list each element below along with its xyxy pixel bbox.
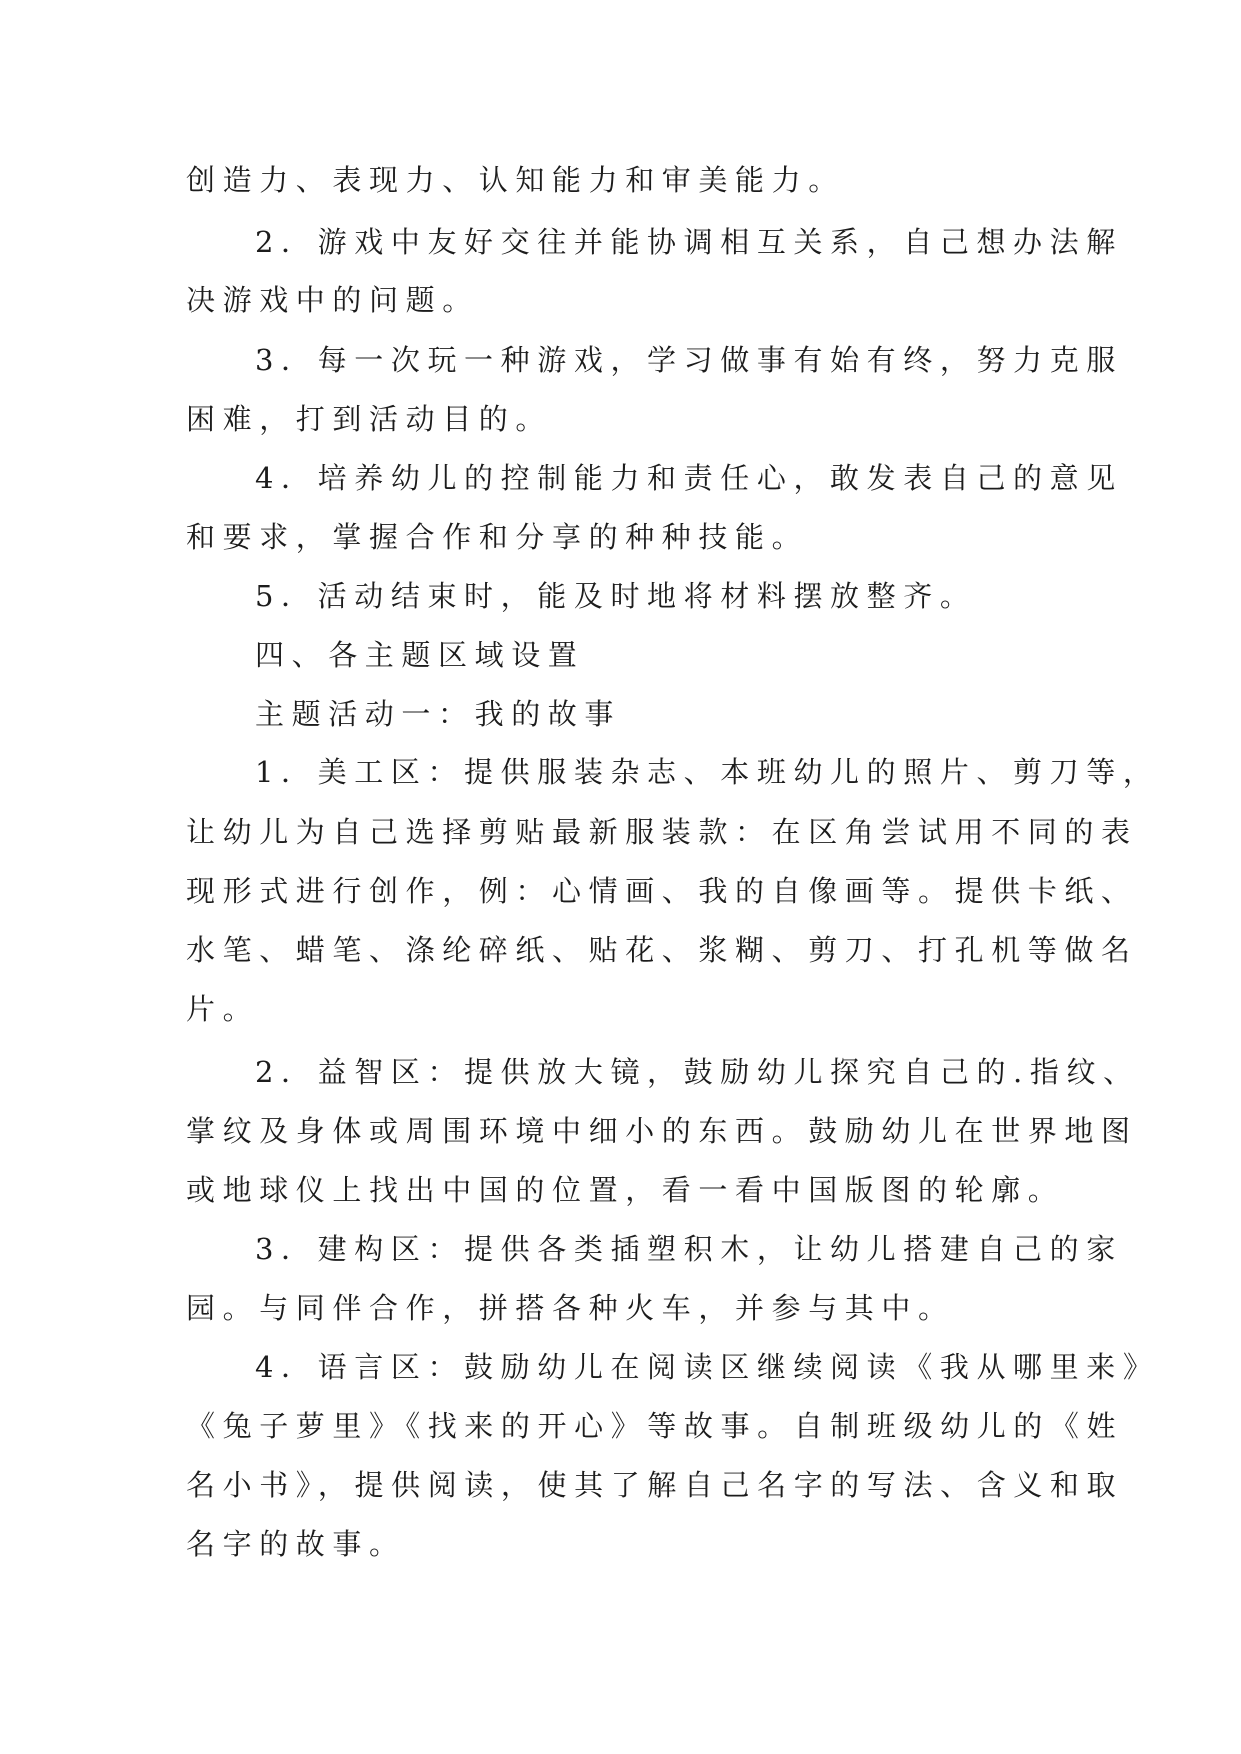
text-line: 现形式进行创作，例：心情画、我的自像画等。提供卡纸、 xyxy=(186,874,1138,908)
text-line: 3．建构区：提供各类插塑积木，让幼儿搭建自己的家 xyxy=(255,1232,1123,1266)
text-line: 名小书》，提供阅读，使其了解自己名字的写法、含义和取 xyxy=(186,1468,1124,1502)
text-line: 园。与同伴合作，拼搭各种火车，并参与其中。 xyxy=(186,1291,955,1325)
text-line: 2．益智区：提供放大镜，鼓励幼儿探究自己的.指纹、 xyxy=(255,1055,1140,1089)
text-line: 4．培养幼儿的控制能力和责任心，敢发表自己的意见 xyxy=(255,461,1123,495)
text-line: 片。 xyxy=(186,992,260,1026)
text-line: 掌纹及身体或周围环境中细小的东西。鼓励幼儿在世界地图 xyxy=(186,1114,1138,1148)
text-line: 或地球仪上找出中国的位置，看一看中国版图的轮廓。 xyxy=(186,1173,1065,1207)
text-line: 名字的故事。 xyxy=(186,1527,406,1561)
section-heading: 四、各主题区域设置 xyxy=(255,638,585,672)
text-line: 困难，打到活动目的。 xyxy=(186,402,553,436)
text-line: 创造力、表现力、认知能力和审美能力。 xyxy=(186,163,845,197)
text-line: 和要求，掌握合作和分享的种种技能。 xyxy=(186,520,809,554)
text-line: 决游戏中的问题。 xyxy=(186,283,479,317)
text-line: 5．活动结束时，能及时地将材料摆放整齐。 xyxy=(255,579,977,613)
text-line: 2．游戏中友好交往并能协调相互关系，自己想办法解 xyxy=(255,225,1123,259)
text-line: 3．每一次玩一种游戏，学习做事有始有终，努力克服 xyxy=(255,343,1123,377)
text-line: 4．语言区：鼓励幼儿在阅读区继续阅读《我从哪里来》 xyxy=(255,1350,1160,1384)
text-line: 1．美工区：提供服装杂志、本班幼儿的照片、剪刀等， xyxy=(255,755,1160,789)
text-line: 水笔、蜡笔、涤纶碎纸、贴花、浆糊、剪刀、打孔机等做名 xyxy=(186,933,1138,967)
subsection-heading: 主题活动一：我的故事 xyxy=(255,697,622,731)
text-line: 让幼儿为自己选择剪贴最新服装款：在区角尝试用不同的表 xyxy=(186,815,1138,849)
text-line: 《兔子萝里》《找来的开心》等故事。自制班级幼儿的《姓 xyxy=(186,1409,1124,1443)
